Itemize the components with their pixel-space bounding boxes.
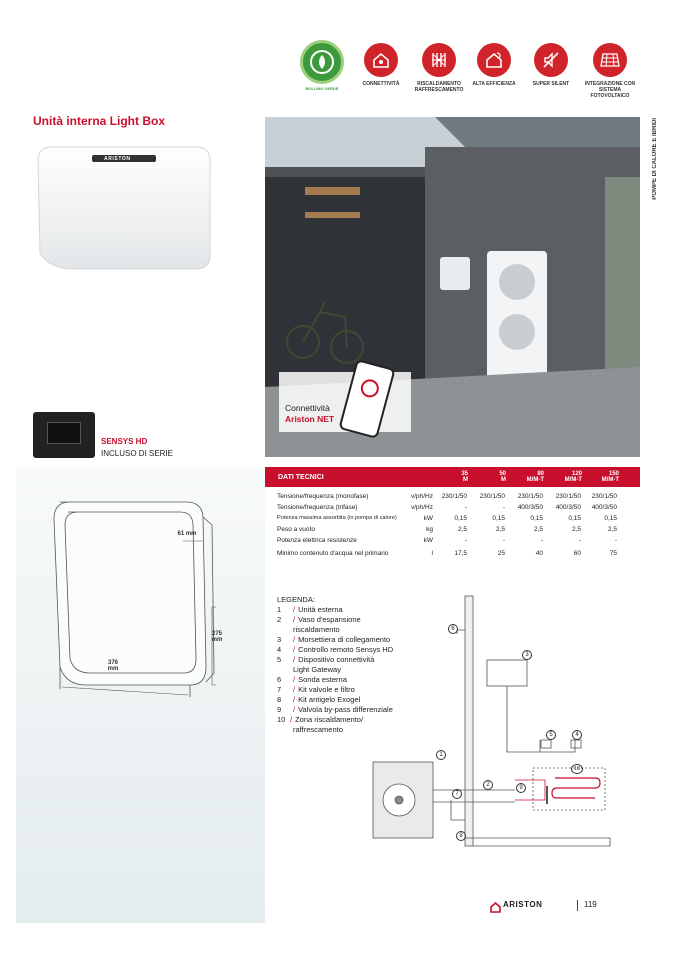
table-row: Minimo contenuto d'acqua nel primario l 17,5 25 40 60 75 (277, 550, 617, 557)
feature-label: CONNETTIVITÀ (362, 81, 400, 87)
marker-10: 10 (571, 764, 583, 774)
marker-2: 2 (483, 780, 493, 790)
legend-item: 1 / Unità esterna (277, 605, 343, 614)
caption-line2: Ariston NET (285, 414, 335, 424)
heating-cooling-icon (429, 50, 449, 70)
feature-label: RISCALDAMENTO RAFFRESCAMENTO (414, 81, 464, 93)
legend-item: 4 / Controllo remoto Sensys HD (277, 645, 394, 654)
col-header-50: 50 M (499, 471, 506, 483)
eco-badge-text: BOLLINO VERDE (305, 86, 339, 91)
col-header-120: 120 M/M-T (564, 471, 582, 483)
marker-7: 7 (452, 789, 462, 799)
legend-item: 9 / Valvola by-pass differenziale (277, 705, 393, 714)
tech-data-header (265, 467, 640, 487)
installation-diagram (365, 590, 615, 860)
caption-line1: Connettività (285, 403, 330, 413)
marker-5: 5 (546, 730, 556, 740)
product-logo: ARISTON (104, 156, 131, 162)
legend-item: 3 / Morsettiera di collegamento (277, 635, 391, 644)
legend-item: 10 / Zona riscaldamento/ raffrescamento (277, 715, 364, 734)
col-header-80: 80 M/M-T (526, 471, 544, 483)
feature-label: ALTA EFFICIENZA (472, 81, 516, 87)
feature-photovoltaic (580, 43, 640, 99)
legend-item: 5 / Dispositivo connettività Light Gateway (277, 655, 375, 674)
table-row: Potenza massima assorbita (in pompa di calore) kW 0,15 0,15 0,15 0,15 0,15 (277, 515, 617, 522)
marker-4: 4 (572, 730, 582, 740)
marker-6: 6 (448, 624, 458, 634)
eco-badge (300, 40, 344, 84)
legend-item: 2 / Vaso d'espansione riscaldamento (277, 615, 361, 634)
marker-8: 8 (456, 831, 466, 841)
house-leaf-icon (485, 51, 503, 69)
legend-item: 6 / Sonda esterna (277, 675, 347, 684)
lightbox-product-image (34, 143, 214, 273)
marker-3: 3 (522, 650, 532, 660)
speaker-muted-icon (542, 51, 560, 69)
table-row: Potenza elettrica resistenze kW - - - - - (277, 537, 617, 544)
feature-heating-cooling (409, 43, 469, 93)
dimension-height: 275 mm (211, 631, 223, 643)
dimension-width: 376 mm (107, 660, 119, 672)
page-number: 119 (584, 900, 597, 909)
sensys-title: SENSYS HD (101, 437, 148, 446)
installation-photo (265, 117, 640, 457)
house-wifi-icon (372, 51, 390, 69)
marker-9: 9 (516, 783, 526, 793)
table-row: Tensione/frequenza (trifase) v/ph/Hz - - 400/3/50 400/3/50 400/3/50 (277, 504, 617, 511)
legend-item: 7 / Kit valvole e filtro (277, 685, 355, 694)
footer-logo: ARISTON (503, 900, 543, 909)
sensys-controller-image (33, 412, 95, 458)
feature-efficiency (464, 43, 524, 87)
marker-1: 1 (436, 750, 446, 760)
legend-item: 8 / Kit antigelo Exogel (277, 695, 361, 704)
solar-panel-icon (600, 51, 620, 69)
tech-data-title: DATI TECNICI (278, 474, 324, 481)
table-row: Tensione/frequenza (monofase) v/ph/Hz 230/1/50 230/1/50 230/1/50 230/1/50 230/1/50 (277, 493, 617, 500)
footer-separator (577, 900, 578, 911)
col-header-150: 150 M/M-T (601, 471, 619, 483)
table-row: Peso a vuoto kg 2,5 2,5 2,5 2,5 2,5 (277, 526, 617, 533)
dimension-drawing-panel (16, 467, 265, 923)
ariston-logo-icon (490, 900, 501, 918)
col-header-35: 35 M (461, 471, 468, 483)
feature-super-silent (521, 43, 581, 87)
feature-connectivity (351, 43, 411, 87)
section-title: Unità interna Light Box (33, 114, 165, 128)
sensys-subtitle: INCLUSO DI SERIE (101, 449, 174, 458)
leaf-icon (309, 49, 335, 75)
legend-title: LEGENDA: (277, 595, 315, 604)
feature-label: INTEGRAZIONE CON SISTEMA FOTOVOLTAICO (584, 81, 636, 99)
feature-label: SUPER SILENT (532, 81, 570, 87)
side-label: POMPE DI CALORE E IBRIDI (652, 118, 658, 200)
dimension-depth: 61 mm (177, 531, 197, 537)
